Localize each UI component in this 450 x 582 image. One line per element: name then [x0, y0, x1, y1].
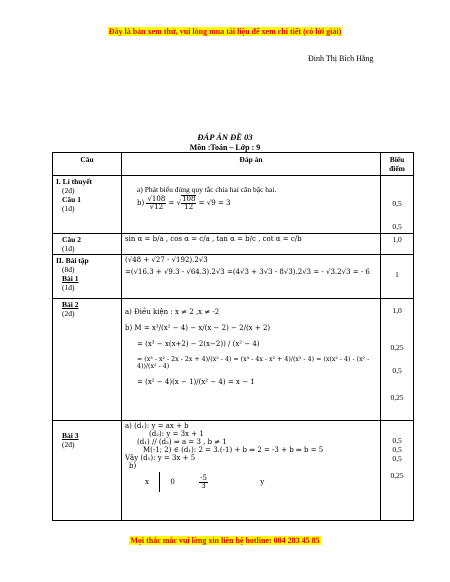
table-row — [53, 299, 414, 421]
table-row — [53, 176, 414, 234]
value-table-divider — [159, 472, 160, 492]
score: 0,5 — [392, 366, 402, 375]
answer-line: = (x² − 4)(x − 1)/(x² − 4) = x − 1 — [137, 378, 255, 386]
score-cell — [381, 299, 414, 421]
answer-line: b) M = x³/(x² − 4) − x/(x − 2) − 2/(x + 2) — [125, 324, 271, 332]
fraction — [199, 475, 208, 490]
question-label: Bài 3 — [62, 431, 79, 440]
value-table — [125, 472, 377, 492]
formula-result: = 3 — [217, 199, 231, 207]
answer-line: a) (d₁): y = ax + b — [125, 422, 189, 430]
answer-line: Vậy (d₁): y = 3x + 5 — [125, 454, 196, 462]
answer-line: = (x³ - x² - 2x - 2x + 4)/(x² - 4) = (x³ - 4x - x² + 4)/(x² - 4) = (x(x² - 4) - (x² - 4))/(x² - 4) — [137, 356, 370, 370]
table-row — [53, 421, 414, 521]
question-cell — [53, 299, 122, 421]
score-cell — [381, 176, 414, 234]
answer-line: = (x³ − x(x+2) − 2(x−2)) / (x² − 4) — [137, 340, 260, 348]
page-subtitle: Môn :Toán – Lớp : 9 — [189, 143, 261, 152]
question-cell — [53, 176, 122, 234]
score: 1,0 — [392, 235, 402, 244]
question-label: Bài 2 — [62, 300, 79, 309]
answer-line: (d₂): y = 3x + 1 — [149, 430, 204, 438]
section-label: I. Lí thuyết — [56, 177, 93, 186]
fraction: $\frac{√108}{√12}$ — [147, 194, 166, 211]
value-table-zero: 0 — [170, 478, 175, 486]
table-row — [53, 234, 414, 255]
question-points: (2đ) — [62, 309, 75, 318]
answer-line: b) — [129, 462, 137, 470]
question-points: (1đ) — [62, 283, 75, 292]
fraction-denominator: 3 — [201, 481, 206, 490]
answer-line: (d₁) // (d₂) ⇒ a = 3 , b ≠ 1 — [137, 438, 227, 446]
question-cell — [53, 234, 122, 255]
fraction-numerator: -5 — [200, 473, 207, 482]
question-points: (1đ) — [62, 244, 75, 253]
author-name: Đinh Thị Bích Hằng — [308, 54, 374, 63]
answer-table — [52, 152, 414, 521]
score: 0,5 — [392, 436, 402, 445]
question-cell — [53, 421, 122, 521]
table-row — [53, 255, 414, 299]
question-points: (2đ) — [62, 440, 75, 449]
score: 0,25 — [390, 471, 404, 480]
answer-line: M(-1; 2) ∈ (d₁): 2 = 3.(-1) + b ⇒ 2 = -3 + b ⇒ b = 5 — [143, 446, 324, 454]
score: 1,0 — [392, 306, 402, 315]
question-label: Bài 1 — [62, 274, 79, 283]
header-cau: Câu — [53, 153, 122, 176]
answer-line: a) Điều kiện : x ≠ 2 ,x ≠ -2 — [125, 308, 220, 316]
answer-cell — [122, 234, 381, 255]
answer-line: =(√16.3 + √9.3 - √64.3).2√3 =(4√3 + 3√3 - 8√3).2√3 = - √3.2√3 = - 6 — [125, 268, 370, 276]
section-points: (8đ) — [62, 265, 75, 274]
footer-notice: Mọi thắc mắc vui lòng xin liên hệ hotline: 084 283 45 85 — [130, 536, 320, 545]
answer-line: a) Phát biểu đúng quy tắc chia hai căn bậc hai. — [137, 185, 277, 194]
score-cell — [381, 234, 414, 255]
page-title: ĐÁP ÁN ĐỀ 03 — [197, 132, 253, 142]
question-cell — [53, 255, 122, 299]
score-cell — [381, 255, 414, 299]
part-label: b) — [137, 199, 145, 207]
answer-cell — [122, 421, 381, 521]
score: 0,25 — [390, 393, 404, 402]
header-dap-an: Đáp án — [122, 153, 381, 176]
trig-formula: sin α = b/a , cos α = c/a , tan α = b/c , cot α = c/b — [125, 235, 302, 243]
score: 0,25 — [390, 343, 404, 352]
question-label: Câu 1 — [62, 195, 81, 204]
header-notice: Đây là bản xem thử, vui lòng mua tài liệu để xem chi tiết (có lời giải) — [108, 27, 342, 36]
answer-formula: b) $\frac{√108}{√12}$ = √ $\frac{108}{12}$ = √9 = 3 — [137, 194, 231, 211]
table-header-row — [53, 153, 414, 176]
score: 0,5 — [392, 454, 402, 463]
answer-cell — [122, 176, 381, 234]
answer-cell — [122, 255, 381, 299]
value-table-y: y — [260, 478, 265, 486]
section-label: II. Bài tập — [56, 256, 89, 265]
fraction: $\frac{108}{12}$ — [182, 195, 196, 211]
section-points: (2đ) — [62, 186, 75, 195]
score: 0,5 — [392, 199, 402, 208]
question-points: (1đ) — [62, 204, 75, 213]
score-cell — [381, 421, 414, 521]
score: 0,5 — [392, 445, 402, 454]
score: 1 — [395, 270, 399, 279]
header-bieu-diem: Biểu điểm — [381, 153, 414, 176]
answer-line: (√48 + √27 - √192).2√3 — [125, 256, 208, 264]
answer-cell — [122, 299, 381, 421]
score: 0,5 — [392, 222, 402, 231]
question-label: Câu 2 — [62, 235, 81, 244]
value-table-x: x — [145, 478, 149, 486]
